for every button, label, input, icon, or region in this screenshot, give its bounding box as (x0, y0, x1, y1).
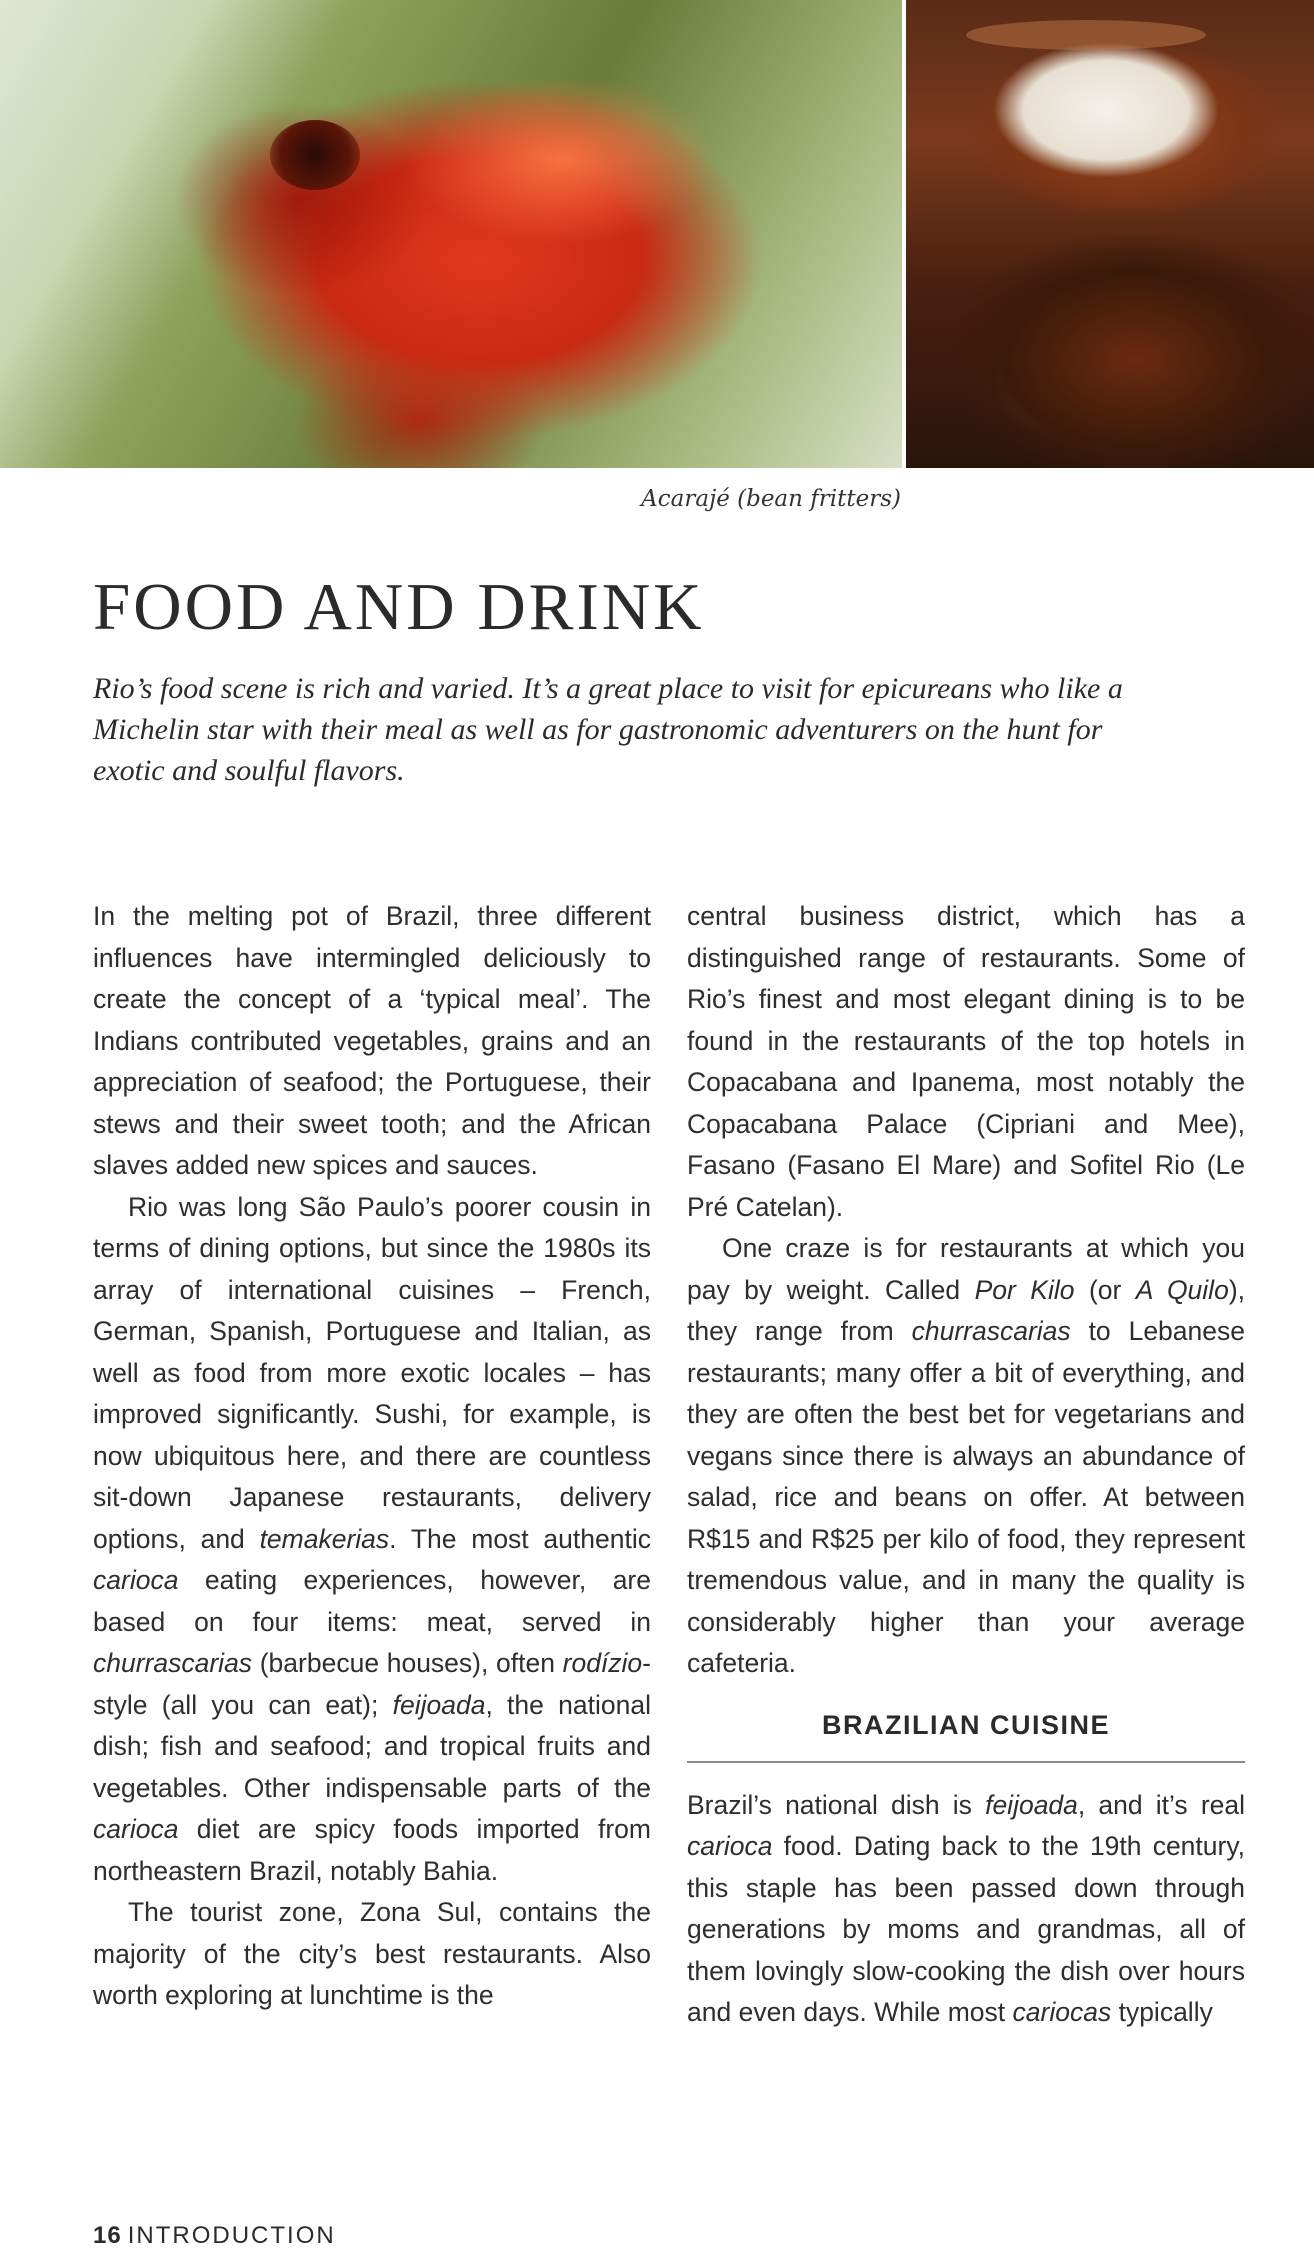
section-divider (687, 1761, 1245, 1763)
page-number: 16 (93, 2222, 122, 2249)
body-paragraph: Brazil’s national dish is feijoada, and it’s real carioca food. Dating back to the 19th century, this staple has been passed down through generations by moms and grandmas, all of them lovingly slow-cooking the dish over hours and even days. While most cariocas typically (687, 1789, 1246, 2027)
body-paragraph: One craze is for restaurants at which you pay by weight. Called Por Kilo (or A Quilo), they range from churrascarias to Lebanese restaurants; many offer a bit of everything, and they are often the best bet for vegetarians and vegans since there is always an abundance of salad, rice and beans on offer. At between R$15 and R$25 per kilo of food, they represent tremendous value, and in many the quality is considerably higher than your average cafeteria. (687, 1233, 1245, 1678)
body-paragraph: Rio was long São Paulo’s poorer cousin in terms of dining options, but since the 1980s its array of international cuisines – French, German, Spanish, Portuguese and Italian, as well as food from more exotic locales – has improved significantly. Sushi, for example, is now ubiquitous here, and there are countless sit-down Japanese restaurants, delivery options, and temakerias. The most authentic carioca eating experiences, however, are based on four items: meat, served in churrascarias (barbecue houses), often rodízio-style (all you can eat); feijoada, the national dish; fish and seafood; and tropical fruits and vegetables. Other indispensable parts of the carioca diet are spicy foods imported from northeastern Brazil, notably Bahia. (93, 1191, 651, 1886)
body-paragraph: central business district, which has a distinguished range of restaurants. Some of Rio’s finest and most elegant dining is to be found in the restaurants of the top hotels in Copacabana and Ipanema, most notably the Copacabana Palace (Cipriani and Mee), Fasano (Fasano El Mare) and Sofitel Rio (Le Pré Catelan). (687, 901, 1245, 1222)
section-label: INTRODUCTION (127, 2222, 336, 2249)
body-paragraph: The tourist zone, Zona Sul, contains the majority of the city’s best restaurants. Also worth exploring at lunchtime is the (93, 1897, 651, 2010)
left-column (93, 896, 651, 2017)
feijoada-pots-photo (906, 0, 1314, 468)
section-heading: BRAZILIAN CUISINE (822, 1709, 1110, 1740)
right-column (687, 896, 1245, 2034)
acaraje-photo (0, 0, 902, 468)
intro-paragraph: Rio’s food scene is rich and varied. It’s a great place to visit for epicureans who like a Michelin star with their meal as well as for gastronomic adventurers on the hunt for exotic and soulful flavors. (93, 672, 1123, 787)
photo-caption: Acarajé (bean fritters) (641, 486, 901, 512)
body-paragraph: In the melting pot of Brazil, three different influences have intermingled deliciously to create the concept of a ‘typical meal’. The Indians contributed vegetables, grains and an appreciation of seafood; the Portuguese, their stews and their sweet tooth; and the African slaves added new spices and sauces. (93, 901, 651, 1180)
page-footer (93, 2224, 336, 2248)
page-title: FOOD AND DRINK (93, 570, 705, 644)
